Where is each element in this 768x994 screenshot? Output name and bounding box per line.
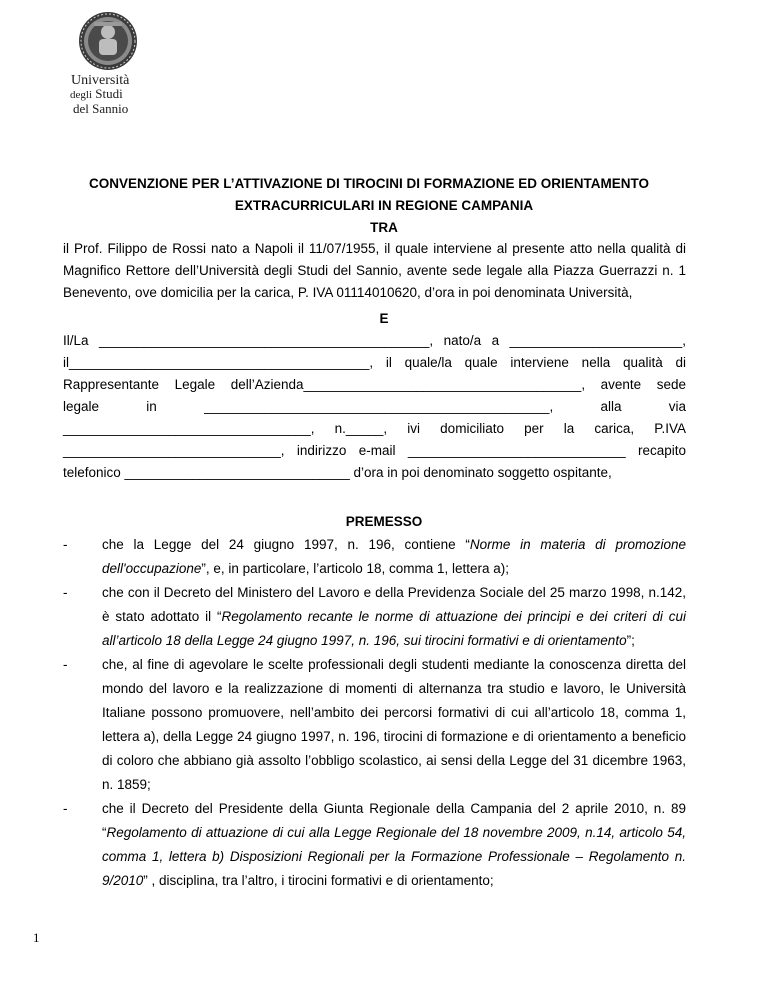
item-text-end: ”;: [626, 633, 635, 648]
title-line-3: TRA: [370, 220, 398, 235]
host-line-4: legale in ______________________________________________, alla via: [63, 399, 686, 414]
host-line-1: Il/La ____________________________________________, nato/a a _______________________,: [63, 333, 686, 348]
party-host: [63, 330, 686, 484]
host-line-2: il________________________________________, il quale/la quale interviene nella qualità di: [63, 355, 686, 370]
list-item: [63, 797, 686, 893]
list-item: [63, 533, 686, 581]
item-italic: Regolamento recante le norme di attuazione dei principi e dei criteri di cui all’articolo 18 della Legge 24 giugno 1997, n. 196, sui tirocini formativi e di orientamento: [102, 609, 686, 648]
premesso-heading: PREMESSO: [345, 514, 423, 529]
title-line-2: EXTRACURRICULARI IN REGIONE CAMPANIA: [234, 198, 534, 213]
item-text: che la Legge del 24 giugno 1997, n. 196, contiene “: [102, 537, 470, 552]
list-item: [63, 581, 686, 653]
logo-line-2: [67, 87, 151, 102]
list-dash: -: [63, 585, 68, 600]
host-line-5: _________________________________, n._____, ivi domiciliato per la carica, P.IVA: [63, 421, 686, 436]
list-dash: -: [63, 537, 68, 552]
item-text: che il Decreto del Presidente della Giunta Regionale della Campania del 2 aprile 2010, n. 89 “: [102, 801, 686, 840]
item-italic: Norme in materia di promozione dell'occupazione: [102, 537, 686, 576]
premesso-list: [63, 533, 686, 893]
host-line-6: _____________________________, indirizzo e-mail _____________________________ recapito: [63, 443, 686, 458]
list-item: [63, 653, 686, 797]
item-text: che, al fine di agevolare le scelte professionali degli studenti mediante la conoscenza diretta del mondo del lavoro e la realizzazione di momenti di alternanza tra studio e lavoro, le Università Italiane possono promuovere, nell’ambito dei percorsi formativi di cui all’articolo 18, comma 1, lettera a), della Legge 24 giugno 1997, n. 196, tirocini di formazione e di orientamento a beneficio di coloro che abbiano già assolto l’obbligo scolastico, ai sensi della Legge del 31 dicembre 1963, n. 1859;: [102, 657, 686, 792]
logo-line-2a: degli: [70, 89, 92, 101]
list-dash: -: [63, 801, 68, 816]
title-line-1: CONVENZIONE PER L’ATTIVAZIONE DI TIROCINI DI FORMAZIONE ED ORIENTAMENTO: [89, 176, 650, 191]
logo-line-3: del Sannio: [73, 101, 129, 116]
item-text-end: ”, e, in particolare, l’articolo 18, comma 1, lettera a);: [201, 561, 510, 576]
host-line-7: telefonico ______________________________ d’ora in poi denominato soggetto ospitante,: [63, 465, 612, 480]
logo-line-1: Università: [71, 73, 130, 88]
item-text-end: ” , disciplina, tra l’altro, i tirocini formativi e di orientamento;: [143, 873, 494, 888]
party-university: il Prof. Filippo de Rossi nato a Napoli il 11/07/1955, il quale interviene al presente atto nella qualità di Magnifico Rettore dell’Università degli Studi del Sannio, avente sede legale alla Piazza Guerrazzi n. 1 Benevento, ove domicilia per la carica, P. IVA 01114010620, d’ora in poi denominata Università,: [63, 241, 686, 300]
logo-line-2b: Studi: [95, 86, 123, 101]
seal-icon: [77, 10, 139, 72]
list-dash: -: [63, 657, 68, 672]
university-logo: [63, 10, 143, 116]
separator-e: E: [379, 311, 389, 326]
host-line-3: Rappresentante Legale dell’Azienda_____________________________________, avente sede: [63, 377, 686, 392]
item-italic: Regolamento di attuazione di cui alla Legge Regionale del 18 novembre 2009, n.14, articolo 54, comma 1, lettera b) Disposizioni Regionali per la Formazione Professionale – Regolamento n. 9/2010: [102, 825, 686, 888]
item-text: che con il Decreto del Ministero del Lavoro e della Previdenza Sociale del 25 marzo 1998, n.142, è stato adottato il “: [102, 585, 686, 624]
logo-wordmark: [67, 74, 151, 115]
page-number: 1: [33, 930, 40, 945]
